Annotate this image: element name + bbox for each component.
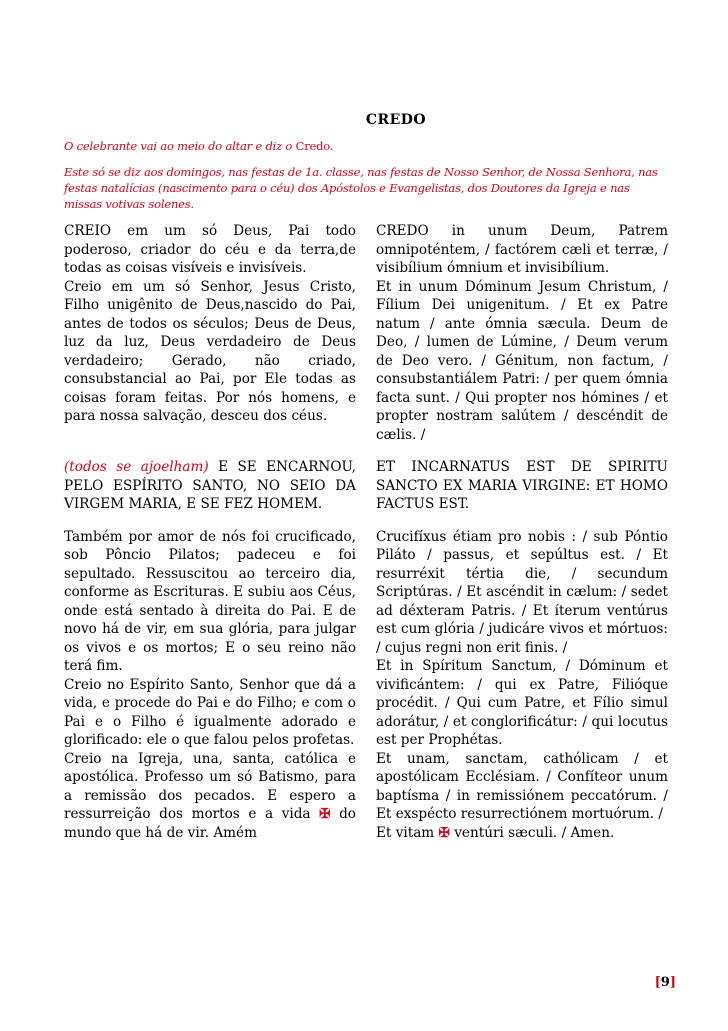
pt-paragraph: [64, 750, 356, 843]
pt-paragraph: Também por amor de nós foi crucificado, sob Pôncio Pilatos; padeceu e foi sepultado. Ressuscitou ao terceiro dia, conforme as Escrituras. E subiu aos Céus, onde está sentado à direita do Pai. E de novo há de vir, em sua glória, para julgar os vivos e os mortos; E o seu reino não terá fim.: [64, 528, 356, 674]
kneel-rubric: (todos se ajoelham): [64, 459, 209, 475]
page-number: [655, 975, 676, 990]
portuguese-column: [64, 222, 356, 444]
pt-paragraph: Creio no Espírito Santo, Senhor que dá a vida, e procede do Pai e do Filho; e com o Pai e o Filho é igualmente adorado e glorificado: ele o que falou pelos profetas.: [64, 676, 356, 748]
latin-column: [376, 528, 668, 843]
pt-final-end: do mundo que há de vir. Amém: [64, 806, 356, 841]
cross-icon: ✠: [438, 824, 450, 841]
portuguese-column: [64, 528, 356, 843]
la-paragraph: ET INCARNATUS EST DE SPIRITU SANCTO EX MARIA VIRGINE: ET HOMO FACTUS EST.: [376, 459, 668, 512]
page-number-value: 9: [660, 975, 670, 990]
pt-paragraph: [64, 458, 356, 514]
credo-page: [64, 112, 668, 856]
rubric-intro-word: Credo.: [295, 139, 334, 153]
portuguese-column: [64, 458, 356, 514]
la-final-end: ventúri sæculi. / Amen.: [454, 824, 615, 841]
latin-column: [376, 222, 668, 444]
page-title: CREDO: [365, 112, 427, 128]
credo-block-1: [64, 222, 668, 444]
la-paragraph: Et unam, sanctam, cathólicam / et apostólicam Ecclésiam. / Confíteor unum baptísma / in remissiónem peccatórum. / Et exspécto resurrectiónem mortuórum. /: [376, 750, 668, 822]
credo-block-2: [64, 458, 668, 514]
la-final-text: Et vitam: [376, 824, 435, 841]
credo-block-3: [64, 528, 668, 843]
la-paragraph: Et in Spíritum Sanctum, / Dóminum et vivificántem: / qui ex Patre, Filióque procédit. / Qui cum Patre, et Fílio simul adorátur, / et conglorificátur: / qui locutus est per Prophétas.: [376, 658, 668, 748]
incarnation-text: E SE ENCARNOU, PELO ESPÍRITO SANTO, NO SEIO DA VIRGEM MARIA, E SE FEZ HOMEM.: [64, 459, 357, 512]
rubric-intro: [64, 138, 668, 154]
bracket-open: [: [654, 975, 661, 990]
pt-final-text: Creio na Igreja, una, santa, católica e apostólica. Professo um só Batismo, para a remissão dos pecados. E espero a ressurreição dos mortos e a vida: [64, 750, 356, 822]
pt-paragraph: Creio em um só Senhor, Jesus Cristo, Filho unigênito de Deus,nascido do Pai, antes de todos os séculos; Deus de Deus, luz da luz, Deus verdadeiro de Deus verdadeiro; Gerado, não criado, consubstancial ao Pai, por Ele todas as coisas foram feitas. Por nós homens, e para nossa salvação, desceu dos céus.: [64, 278, 356, 424]
la-paragraph: Crucifíxus étiam pro nobis : / sub Póntio Piláto / passus, et sepúltus est. / Et resurréxit tértia die, / secundum Scriptúras. / Et ascéndit in cælum: / sedet ad déxteram Patris. / Et íterum ventúrus est cum glória / judicáre vivos et mórtuos: / cujus regni non erit finis. /: [376, 528, 668, 656]
rubric-intro-text: O celebrante vai ao meio do altar e diz o: [64, 139, 293, 153]
latin-column: [376, 458, 668, 514]
la-paragraph: Et in unum Dóminum Jesum Christum, / Fílium Dei unigenitum. / Et ex Patre natum / ante ómnia sæcula. Deum de Deo, / lumen de Lúmine, / Deum verum de Deo vero. / Génitum, non factum, / consubstantiálem Patri: / per quem ómnia facta sunt. / Qui propter nos hómines / et propter nostram salútem / descéndit de cælis. /: [376, 278, 668, 443]
cross-icon: ✠: [319, 806, 331, 822]
pt-paragraph: CREIO em um só Deus, Pai todo poderoso, criador do céu e da terra,de todas as coisas visíveis e invisíveis.: [64, 223, 356, 276]
la-paragraph: [376, 824, 668, 843]
bracket-close: ]: [669, 975, 676, 990]
la-paragraph: CREDO in unum Deum, Patrem omnipoténtem, / factórem cæli et terræ, / visibílium ómnium et invisibílium.: [376, 223, 668, 276]
rubric-when: Este só se diz aos domingos, nas festas de 1a. classe, nas festas de Nosso Senhor, de Nossa Senhora, nas festas natalícias (nascimento para o céu) dos Apóstolos e Evangelistas, dos Doutores da Igreja e nas missas votivas solenes.: [64, 165, 658, 211]
